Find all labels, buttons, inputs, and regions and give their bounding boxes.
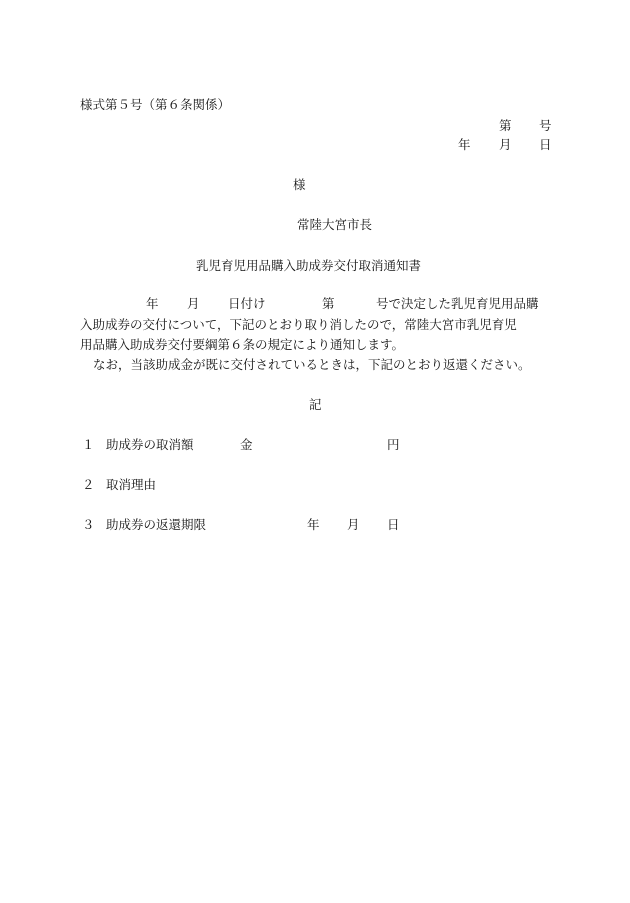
body-month: 月	[187, 296, 200, 311]
form-label: 様式第５号（第６条関係）	[80, 97, 231, 112]
ki-heading: 記	[309, 397, 322, 412]
number-dai: 第	[499, 118, 512, 133]
item-3-label: 助成券の返還期限	[106, 517, 207, 532]
date-month: 月	[499, 137, 512, 152]
body-dai: 第	[322, 296, 335, 311]
date-year: 年	[458, 137, 471, 152]
item-1-kin: 金	[240, 437, 253, 452]
body-line4: なお，当該助成金が既に交付されているときは，下記のとおり返還ください。	[93, 357, 531, 372]
item-3-month: 月	[347, 517, 360, 532]
addressee-sama: 様	[293, 177, 306, 192]
number-go: 号	[539, 118, 552, 133]
item-1-label: 助成券の取消額	[106, 437, 194, 452]
document-title: 乳児育児用品購入助成券交付取消通知書	[196, 258, 422, 273]
date-day: 日	[539, 137, 552, 152]
item-3-day: 日	[387, 517, 400, 532]
item-2-number: ２	[82, 477, 95, 492]
item-3-year: 年	[307, 517, 320, 532]
body-date-suffix: 日付け	[228, 296, 266, 311]
item-1-yen: 円	[387, 437, 400, 452]
issuer: 常陸大宮市長	[297, 217, 373, 232]
item-3-number: ３	[82, 517, 95, 532]
body-line2: 入助成券の交付について，下記のとおり取り消したので，常陸大宮市乳児育児	[80, 317, 517, 332]
item-2-label: 取消理由	[106, 477, 157, 492]
body-year: 年	[146, 296, 159, 311]
body-line1-rest: 号で決定した乳児育児用品購	[376, 296, 539, 311]
body-line3: 用品購入助成券交付要綱第６条の規定により通知します。	[80, 337, 405, 352]
item-1-number: １	[82, 437, 95, 452]
